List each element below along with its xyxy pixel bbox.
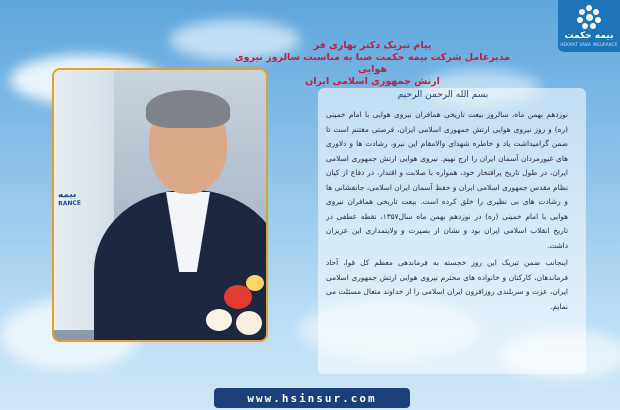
logo-name: بیمه حکمت (564, 31, 614, 41)
bismillah: بسم الله الرحمن الرحیم (397, 90, 489, 100)
flower-icon (206, 309, 232, 331)
banner-word: RANCE (58, 199, 82, 208)
title-line: پیام تبریک دکتر بهاری فر (313, 40, 432, 51)
flower-icon (236, 311, 262, 335)
flower-mark-icon (577, 5, 601, 29)
person-hair (146, 90, 230, 128)
flower-icon (246, 275, 264, 291)
title-line: ارتش جمهوری اسلامی ایران (305, 76, 440, 87)
page-title (230, 40, 515, 88)
message-paragraph: اینجانب ضمن تبریک این روز خجسته به فرماندهی معظم کل قوا، آحاد فرماندهان، کارکنان و خانواده های محترم نیروی هوایی ارتش جمهوری اسلامی ایران، عزت و سربلندی روزافزون ایران اسلامی را از خداوند متعال مسئلت می نمایم. (326, 258, 568, 311)
banner-word: بیمه (57, 189, 77, 201)
logo-subtitle: HEKMAT SABA INSURANCE (560, 42, 618, 47)
flower-bouquet (206, 275, 268, 342)
ceo-photo (52, 68, 268, 342)
website-footer[interactable] (214, 388, 410, 408)
message-body (326, 108, 568, 317)
website-link[interactable]: www.hsinsur.com (247, 391, 377, 405)
title-line: مدیرعامل شرکت بیمه حکمت صبا به مناسبت سالروز نیروی هوایی (234, 52, 511, 75)
company-logo (558, 0, 620, 52)
banner-text (58, 190, 81, 208)
message-paragraph: نوزدهم بهمن ماه، سالروز بیعت تاریخی همافران نیروی هوایی با امام خمینی (ره) و روز نیروی هوایی ارتش جمهوری اسلامی ایران، فرصتی مغتنم است تا ضمن گرامیداشت یاد و خاطره شهدای والامقام این نیرو، رشادت ها و دلاوری های غیورمردان آسمان ایران را ارج نهیم. نیروی هوایی ارتش جمهوری اسلامی ایران، در طول تاریخ پرافتخار خود، همواره با صلابت و اقتدار، در دفاع از کیان نظام مقدس جمهوری اسلامی ایران و حفظ آسمان ایران اسلامی، جانفشانی ها و رشادت های بی نظیری را خلق کرده است. بیعت تاریخی همافران نیروی هوایی با امام خمینی (ره) در نوزدهم بهمن ماه سال۱۳۵۷، نقطه عطفی در تاریخ انقلاب اسلامی ایران بود و نشان از بصیرت و ولایتمداری این عزیزان داشت. (326, 110, 568, 250)
